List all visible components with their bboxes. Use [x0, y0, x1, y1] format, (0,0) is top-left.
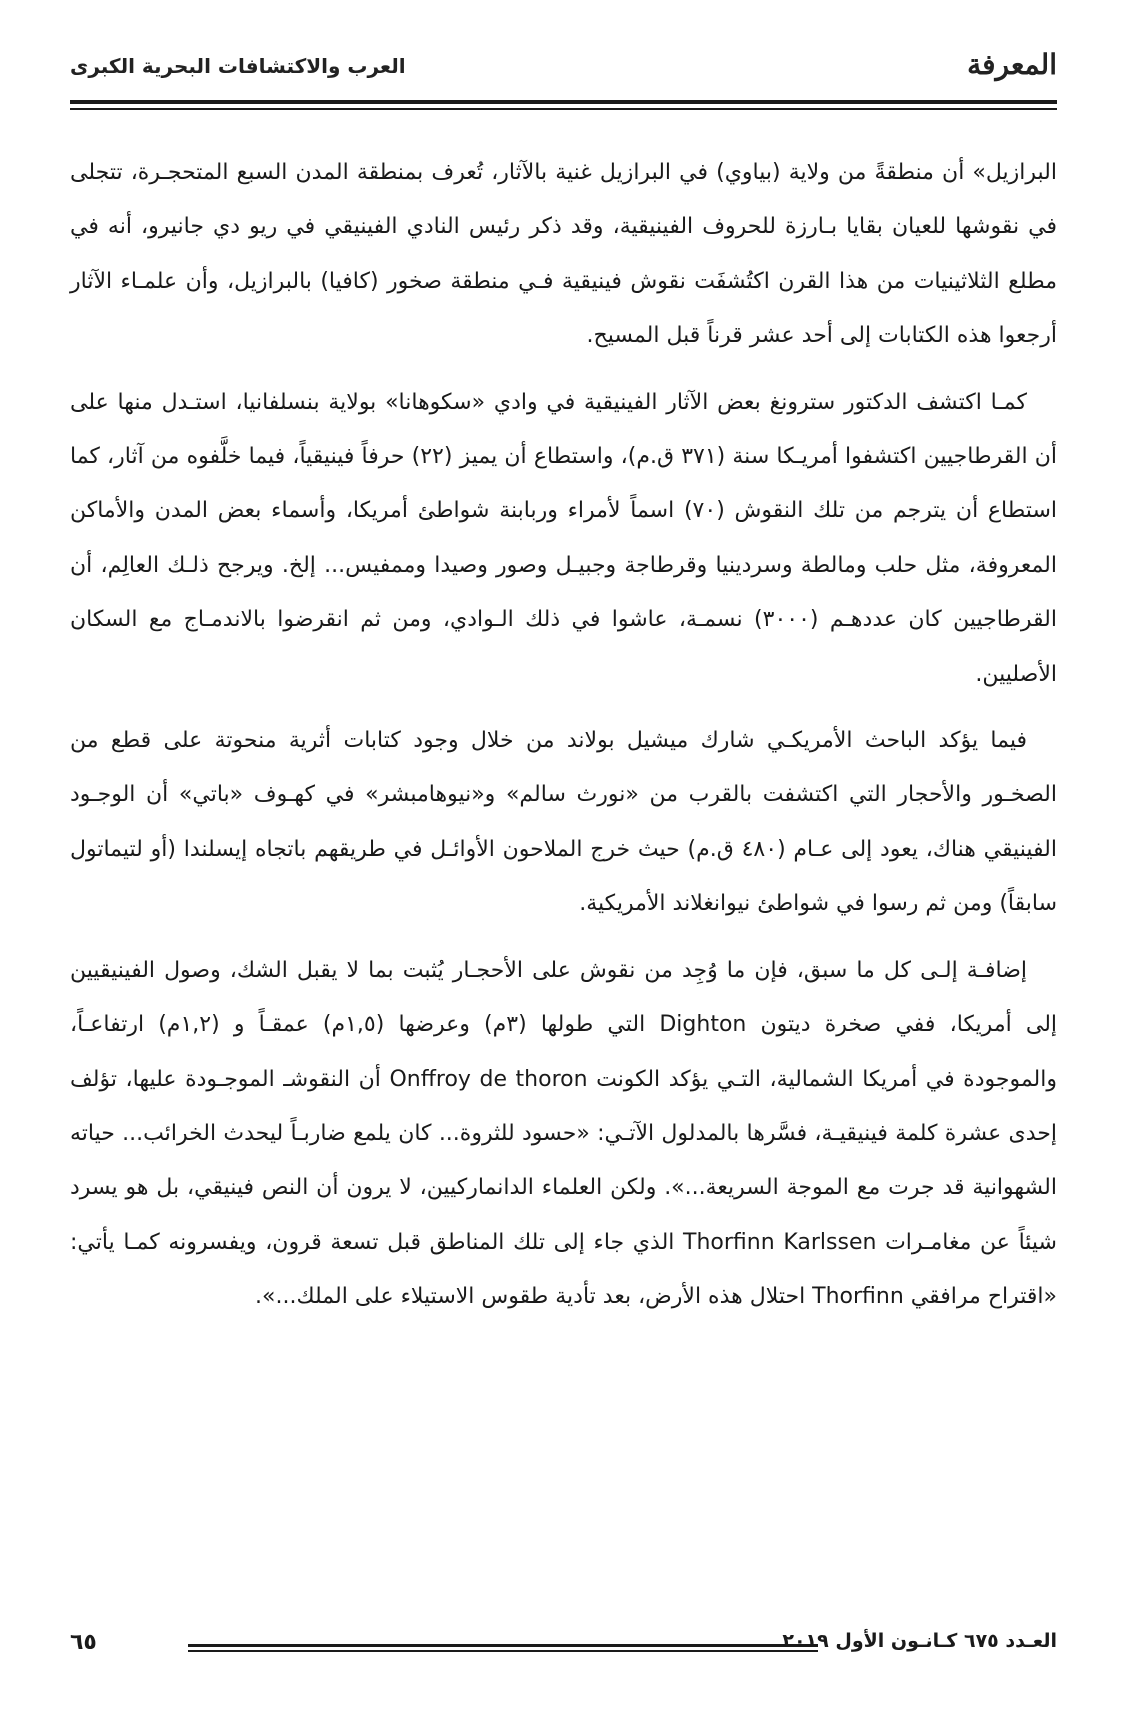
page-number: ٦٥: [70, 1630, 97, 1655]
magazine-logo: المعرفة: [967, 48, 1057, 81]
header-rule-thick: [70, 100, 1057, 104]
header-rule-thin: [70, 108, 1057, 110]
paragraph-2: كمـا اكتشف الدكتور سترونغ بعض الآثار الفينيقية في وادي «سكوهانا» بولاية بنسلفانيا، استـدل منها على أن القرطاجيين اكتشفوا أمريـكا سنة (٣٧١ ق.م)، واستطاع أن يميز (٢٢) حرفاً فينيقياً، فيما خلَّفوه من آثار، كما استطاع أن يترجم من تلك النقوش (٧٠) اسماً لأمراء وربابنة شواطئ أمريكا، وأسماء بعض المدن والأماكن المعروفة، مثل حلب ومالطة وسردينيا وقرطاجة وجبيـل وصور وصيدا وممفيس... إلخ. ويرجح ذلـك العالِم، أن القرطاجيين كان عددهـم (٣٠٠٠) نسمـة، عاشوا في ذلك الـوادي، ومن ثم انقرضوا بالاندمـاج مع السكان الأصليين.: [70, 389, 1057, 687]
footer-rule: [188, 1644, 818, 1652]
issue-info: العـدد ٦٧٥ كـانـون الأول ٢٠١٩: [782, 1630, 1057, 1652]
article-series-title: العرب والاكتشافات البحرية الكبرى: [70, 54, 406, 78]
page-footer: [70, 1630, 1057, 1670]
paragraph-4: إضافـة إلـى كل ما سبق، فإن ما وُجِد من نقوش على الأحجـار يُثبت بما لا يقبل الشك، وصول الفينيقيين إلى أمريكا، ففي صخرة ديتون Dighton التي طولها (٣م) وعرضها (١,٥م) عمقـاً و (١,٢م) ارتفاعـاً، والموجودة في أمريكا الشمالية، التـي يؤكد الكونت Onffroy de thoron أن النقوشـ الموجـودة عليها، تؤلف إحدى عشرة كلمة فينيقيـة، فسَّرها بالمدلول الآتـي: «حسود للثروة... كان يلمع ضاربـاً ليحدث الخرائب... حياته الشهوانية قد جرت مع الموجة السريعة...». ولكن العلماء الدانماركيين، لا يرون أن النص فينيقي، بل هو يسرد شيئاً عن مغامـرات Thorfinn Karlssen الذي جاء إلى تلك المناطق قبل تسعة قرون، ويفسرونه كمـا يأتي: «اقتراح مرافقي Thorfinn احتلال هذه الأرض، بعد تأدية طقوس الاستيلاء على الملك...».: [70, 957, 1058, 1310]
article-body: [70, 146, 1057, 1337]
paragraph-3: فيما يؤكد الباحث الأمريكـي شارك ميشيل بولاند من خلال وجود كتابات أثرية منحوتة على قطع من الصخـور والأحجار التي اكتشفت بالقرب من «نورث سالم» و«نيوهامبشر» في كهـوف «باتي» أن الوجـود الفينيقي هناك، يعود إلى عـام (٤٨٠ ق.م) حيث خرج الملاحون الأوائـل في طريقهم باتجاه إيسلندا (أو لتيماتول سابقاً) ومن ثم رسوا في شواطئ نيوانغلاند الأمريكية.: [70, 728, 1058, 917]
paragraph-1: البرازيل» أن منطقةً من ولاية (بياوي) في البرازيل غنية بالآثار، تُعرف بمنطقة المدن السبع المتحجـرة، تتجلى في نقوشها للعيان بقايا بـارزة للحروف الفينيقية، وقد ذكر رئيس النادي الفينيقي في ريو دي جانيرو، أنه في مطلع الثلاثينيات من هذا القرن اكتُشفَت نقوش فينيقية فـي منطقة صخور (كافيا) بالبرازيل، وأن علمـاء الآثار أرجعوا هذه الكتابات إلى أحد عشر قرناً قبل المسيح.: [70, 160, 1057, 349]
page-header: [70, 40, 1057, 102]
